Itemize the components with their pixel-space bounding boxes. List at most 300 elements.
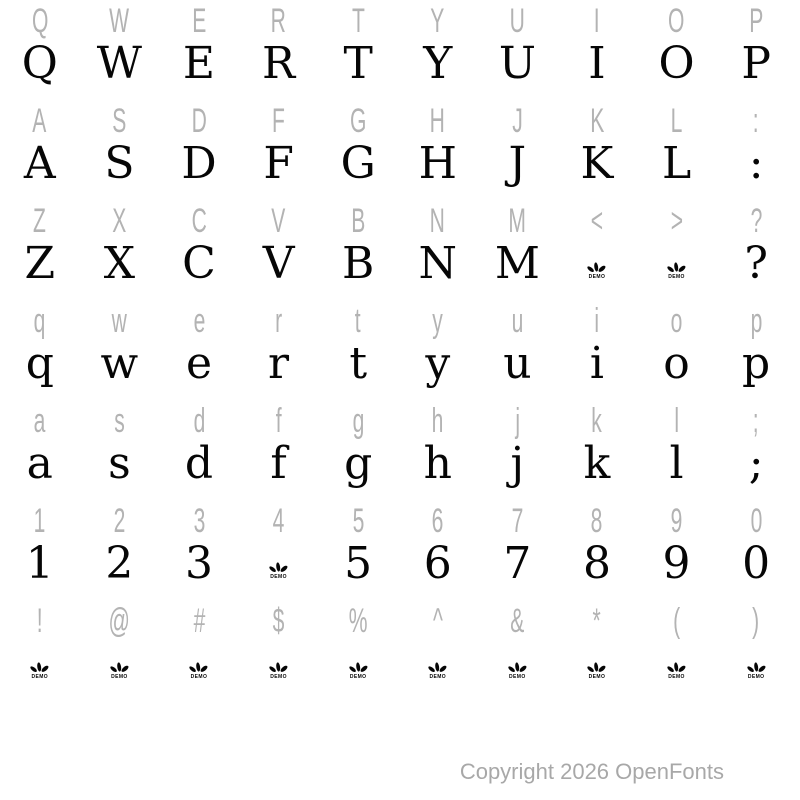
preview-char: 5	[352, 502, 365, 540]
specimen-char: u	[503, 338, 532, 389]
preview-cell	[637, 0, 717, 42]
specimen-char: 5	[344, 538, 373, 589]
fleuron-icon	[29, 661, 50, 674]
demo-placeholder-glyph	[507, 661, 528, 680]
demo-placeholder-glyph	[586, 661, 607, 680]
demo-placeholder-glyph	[109, 661, 130, 680]
specimen-cell	[637, 642, 717, 686]
preview-cell	[318, 0, 398, 42]
row-group-digits	[0, 500, 796, 600]
preview-char: i	[594, 302, 600, 340]
preview-cell	[398, 200, 478, 242]
specimen-char: h	[423, 438, 452, 489]
specimen-cell	[716, 238, 796, 289]
specimen-char: 8	[582, 538, 611, 589]
specimen-cell	[239, 542, 319, 586]
preview-cell	[0, 400, 80, 442]
preview-cell	[637, 300, 717, 342]
specimen-cell	[398, 438, 478, 489]
preview-cell	[716, 200, 796, 242]
demo-label: DEMO	[747, 674, 765, 680]
preview-cell	[159, 200, 239, 242]
preview-cell	[159, 600, 239, 642]
fleuron-icon	[268, 561, 289, 574]
specimen-cell	[478, 238, 558, 289]
specimen-char: P	[741, 38, 771, 89]
specimen-cell	[716, 38, 796, 89]
specimen-cell	[318, 642, 398, 686]
specimen-char: 3	[184, 538, 213, 589]
preview-char: 2	[113, 502, 126, 540]
demo-placeholder-glyph	[746, 661, 767, 680]
specimen-cell	[478, 138, 558, 189]
demo-placeholder-glyph	[666, 661, 687, 680]
specimen-char: e	[185, 338, 212, 389]
preview-cell	[239, 200, 319, 242]
preview-row-upper-asdf	[0, 100, 796, 142]
preview-char: E	[191, 2, 207, 40]
preview-cell	[80, 400, 160, 442]
specimen-cell	[318, 538, 398, 589]
preview-char: a	[33, 402, 46, 440]
row-group-upper-zxcv	[0, 200, 796, 300]
preview-char: u	[511, 302, 524, 340]
preview-char: W	[109, 2, 130, 40]
specimen-cell	[80, 338, 160, 389]
preview-char: S	[112, 102, 127, 140]
preview-cell	[159, 300, 239, 342]
copyright-text: Copyright 2026 OpenFonts	[459, 759, 724, 784]
preview-cell	[318, 600, 398, 642]
specimen-cell	[80, 38, 160, 89]
preview-cell	[159, 500, 239, 542]
demo-label: DEMO	[668, 274, 685, 280]
preview-cell	[478, 0, 558, 42]
specimen-cell	[637, 38, 717, 89]
specimen-char: G	[340, 138, 376, 189]
demo-label: DEMO	[588, 674, 606, 680]
specimen-row-upper-asdf	[0, 138, 796, 189]
specimen-char: Q	[21, 38, 58, 89]
specimen-row-digits	[0, 538, 796, 589]
specimen-cell	[159, 338, 239, 389]
preview-cell	[318, 500, 398, 542]
preview-char: 6	[431, 502, 444, 540]
specimen-row-upper-qwerty	[0, 38, 796, 89]
preview-char: k	[591, 402, 603, 440]
preview-char: ;	[753, 402, 760, 440]
specimen-char: i	[589, 338, 604, 389]
preview-cell	[557, 400, 637, 442]
specimen-cell	[557, 38, 637, 89]
specimen-char: l	[669, 438, 684, 489]
specimen-cell	[0, 642, 80, 686]
specimen-char: f	[270, 438, 287, 489]
preview-cell	[159, 0, 239, 42]
specimen-char: t	[349, 338, 368, 389]
specimen-cell	[637, 438, 717, 489]
specimen-char: a	[26, 438, 53, 489]
preview-cell	[637, 100, 717, 142]
specimen-char: j	[510, 438, 525, 489]
specimen-cell	[318, 338, 398, 389]
preview-cell	[80, 200, 160, 242]
preview-char: O	[668, 2, 685, 40]
preview-cell	[478, 100, 558, 142]
preview-char: 7	[511, 502, 524, 540]
specimen-char: Y	[423, 38, 453, 89]
specimen-cell	[159, 538, 239, 589]
specimen-cell	[239, 138, 319, 189]
preview-char: Q	[31, 2, 48, 40]
specimen-char: N	[418, 238, 458, 289]
specimen-char: R	[262, 38, 296, 89]
preview-char: H	[430, 102, 446, 140]
specimen-cell	[557, 138, 637, 189]
preview-cell	[557, 200, 637, 242]
demo-placeholder-glyph	[268, 561, 289, 580]
specimen-cell	[0, 238, 80, 289]
preview-char: @	[108, 602, 131, 640]
specimen-char: J	[508, 138, 527, 189]
specimen-cell	[557, 438, 637, 489]
specimen-cell	[557, 538, 637, 589]
specimen-cell	[0, 138, 80, 189]
preview-cell	[318, 200, 398, 242]
preview-cell	[398, 100, 478, 142]
specimen-char: T	[343, 38, 373, 89]
specimen-char: L	[661, 138, 692, 189]
preview-char: &	[510, 602, 525, 640]
demo-label: DEMO	[270, 674, 287, 680]
row-group-lower-qwerty	[0, 300, 796, 400]
row-group-symbols	[0, 600, 796, 700]
specimen-cell	[478, 338, 558, 389]
fleuron-icon	[109, 661, 130, 674]
preview-cell	[398, 0, 478, 42]
fleuron-icon	[586, 261, 607, 274]
preview-char: o	[670, 302, 683, 340]
specimen-cell	[0, 538, 80, 589]
preview-char: I	[594, 2, 600, 40]
preview-cell	[716, 0, 796, 42]
preview-char: %	[348, 602, 368, 640]
specimen-char: Z	[24, 238, 56, 289]
preview-char: G	[349, 102, 367, 140]
preview-cell	[0, 200, 80, 242]
preview-char: d	[193, 402, 205, 440]
specimen-cell	[716, 438, 796, 489]
specimen-cell	[637, 138, 717, 189]
preview-char: ?	[750, 202, 762, 240]
preview-cell	[80, 600, 160, 642]
preview-cell	[637, 200, 717, 242]
specimen-cell	[0, 438, 80, 489]
demo-label: DEMO	[668, 674, 685, 680]
preview-cell	[80, 300, 160, 342]
preview-cell	[716, 600, 796, 642]
preview-cell	[318, 400, 398, 442]
preview-char: 1	[33, 502, 46, 540]
specimen-char: F	[263, 138, 294, 189]
preview-cell	[159, 100, 239, 142]
preview-cell	[239, 100, 319, 142]
fleuron-icon	[586, 661, 607, 674]
preview-cell	[0, 600, 80, 642]
specimen-cell	[80, 138, 160, 189]
preview-cell	[557, 100, 637, 142]
preview-cell	[80, 0, 160, 42]
preview-cell	[0, 100, 80, 142]
preview-cell	[0, 300, 80, 342]
specimen-cell	[318, 138, 398, 189]
specimen-row-lower-qwerty	[0, 338, 796, 389]
specimen-char: D	[181, 138, 217, 189]
specimen-row-symbols	[0, 642, 796, 686]
specimen-cell	[159, 238, 239, 289]
specimen-cell	[80, 438, 160, 489]
demo-placeholder-glyph	[29, 661, 50, 680]
preview-cell	[398, 600, 478, 642]
preview-cell	[478, 200, 558, 242]
specimen-char: B	[342, 238, 375, 289]
preview-row-symbols	[0, 600, 796, 642]
preview-cell	[398, 400, 478, 442]
specimen-cell	[478, 538, 558, 589]
specimen-cell	[159, 642, 239, 686]
specimen-char: d	[184, 438, 214, 489]
row-group-upper-qwerty	[0, 0, 796, 100]
demo-placeholder-glyph	[268, 661, 289, 680]
specimen-cell	[398, 238, 478, 289]
specimen-cell	[80, 642, 160, 686]
demo-label: DEMO	[111, 674, 128, 680]
row-group-upper-asdf	[0, 100, 796, 200]
preview-cell	[398, 500, 478, 542]
preview-cell	[239, 400, 319, 442]
specimen-char: I	[588, 38, 606, 89]
preview-char: )	[752, 602, 760, 640]
demo-placeholder-glyph	[188, 661, 209, 680]
preview-cell	[478, 300, 558, 342]
specimen-cell	[80, 238, 160, 289]
preview-char: U	[509, 2, 525, 40]
preview-char: X	[112, 202, 127, 240]
preview-char: h	[431, 402, 444, 440]
preview-row-digits	[0, 500, 796, 542]
specimen-cell	[239, 238, 319, 289]
demo-label: DEMO	[270, 574, 287, 580]
preview-char: #	[193, 602, 205, 640]
preview-char: w	[111, 302, 128, 340]
fleuron-icon	[666, 261, 687, 274]
specimen-row-upper-zxcv	[0, 238, 796, 289]
fleuron-icon	[348, 661, 369, 674]
specimen-char: g	[344, 438, 373, 489]
specimen-char: H	[418, 138, 457, 189]
specimen-cell	[0, 338, 80, 389]
preview-char: Y	[430, 2, 445, 40]
preview-cell	[478, 600, 558, 642]
specimen-char: X	[103, 238, 136, 289]
specimen-char: q	[25, 338, 54, 389]
specimen-cell	[318, 438, 398, 489]
preview-char: >	[670, 202, 683, 240]
demo-placeholder-glyph	[666, 261, 687, 280]
preview-row-upper-qwerty	[0, 0, 796, 42]
demo-placeholder-glyph	[427, 661, 448, 680]
demo-placeholder-glyph	[586, 261, 607, 280]
specimen-char: 2	[105, 538, 134, 589]
specimen-cell	[478, 438, 558, 489]
specimen-cell	[239, 338, 319, 389]
preview-cell	[716, 100, 796, 142]
preview-char: 0	[750, 502, 762, 540]
specimen-char: r	[268, 338, 290, 389]
preview-char: J	[512, 102, 523, 140]
specimen-cell	[478, 642, 558, 686]
preview-char: l	[674, 402, 679, 440]
preview-char: j	[515, 402, 520, 440]
specimen-char: 1	[25, 538, 54, 589]
demo-label: DEMO	[349, 674, 367, 680]
preview-cell	[239, 300, 319, 342]
preview-cell	[637, 400, 717, 442]
preview-cell	[557, 500, 637, 542]
specimen-char: 7	[503, 538, 532, 589]
specimen-cell	[318, 38, 398, 89]
specimen-char: 9	[662, 538, 691, 589]
preview-char: L	[670, 102, 683, 140]
preview-char: t	[355, 302, 362, 340]
preview-char: s	[114, 402, 125, 440]
specimen-char: ;	[748, 438, 764, 489]
preview-char: (	[673, 602, 681, 640]
fleuron-icon	[427, 661, 448, 674]
specimen-cell	[159, 438, 239, 489]
preview-char: F	[272, 102, 286, 140]
preview-char: R	[270, 2, 287, 40]
specimen-char: s	[108, 438, 131, 489]
specimen-char: E	[182, 38, 216, 89]
demo-label: DEMO	[509, 674, 526, 680]
row-group-lower-asdf	[0, 400, 796, 500]
specimen-cell	[637, 242, 717, 286]
preview-cell	[716, 400, 796, 442]
preview-char: q	[33, 302, 46, 340]
specimen-char: y	[425, 338, 451, 389]
specimen-char: K	[580, 138, 614, 189]
specimen-char: S	[104, 138, 135, 189]
specimen-cell	[398, 38, 478, 89]
preview-cell	[318, 300, 398, 342]
preview-char: Z	[33, 202, 47, 240]
preview-cell	[239, 500, 319, 542]
preview-cell	[239, 600, 319, 642]
specimen-char: 6	[423, 538, 452, 589]
preview-cell	[637, 500, 717, 542]
specimen-char: k	[583, 438, 611, 489]
specimen-cell	[557, 338, 637, 389]
preview-cell	[637, 600, 717, 642]
preview-char: K	[589, 102, 604, 140]
specimen-char: o	[663, 338, 690, 389]
specimen-cell	[398, 338, 478, 389]
preview-cell	[159, 400, 239, 442]
specimen-char: p	[742, 338, 771, 389]
preview-char: 8	[591, 502, 603, 540]
specimen-char: :	[748, 138, 764, 189]
specimen-cell	[398, 138, 478, 189]
specimen-cell	[637, 538, 717, 589]
specimen-cell	[716, 538, 796, 589]
fleuron-icon	[188, 661, 209, 674]
preview-cell	[318, 100, 398, 142]
preview-char: g	[352, 402, 365, 440]
specimen-cell	[239, 642, 319, 686]
preview-char: r	[275, 302, 283, 340]
fleuron-icon	[507, 661, 528, 674]
preview-char: *	[592, 602, 602, 640]
preview-char: N	[430, 202, 446, 240]
preview-cell	[716, 300, 796, 342]
preview-char: 9	[670, 502, 683, 540]
preview-cell	[239, 0, 319, 42]
preview-cell	[478, 500, 558, 542]
specimen-char: M	[494, 238, 540, 289]
preview-row-lower-asdf	[0, 400, 796, 442]
preview-row-upper-zxcv	[0, 200, 796, 242]
specimen-cell	[0, 38, 80, 89]
preview-char: !	[36, 602, 43, 640]
preview-cell	[0, 500, 80, 542]
fleuron-icon	[666, 661, 687, 674]
specimen-cell	[557, 242, 637, 286]
preview-char: B	[351, 202, 366, 240]
demo-label: DEMO	[190, 674, 208, 680]
preview-cell	[478, 400, 558, 442]
demo-label: DEMO	[31, 674, 49, 680]
specimen-row-lower-asdf	[0, 438, 796, 489]
specimen-cell	[637, 338, 717, 389]
specimen-char: O	[658, 38, 695, 89]
specimen-cell	[398, 642, 478, 686]
preview-cell	[398, 300, 478, 342]
demo-label: DEMO	[588, 274, 606, 280]
specimen-cell	[478, 38, 558, 89]
specimen-cell	[716, 642, 796, 686]
preview-cell	[557, 0, 637, 42]
demo-label: DEMO	[429, 674, 447, 680]
specimen-char: A	[23, 138, 56, 189]
fleuron-icon	[268, 661, 289, 674]
specimen-cell	[239, 38, 319, 89]
preview-char: p	[750, 302, 762, 340]
preview-cell	[716, 500, 796, 542]
preview-char: T	[351, 2, 365, 40]
specimen-cell	[239, 438, 319, 489]
specimen-cell	[557, 642, 637, 686]
specimen-cell	[159, 38, 239, 89]
preview-char: ^	[432, 602, 443, 640]
preview-char: M	[508, 202, 527, 240]
preview-char: <	[590, 202, 604, 240]
specimen-char: C	[182, 238, 216, 289]
specimen-cell	[716, 138, 796, 189]
preview-char: 3	[193, 502, 205, 540]
specimen-char: 0	[742, 538, 771, 589]
preview-cell	[80, 500, 160, 542]
